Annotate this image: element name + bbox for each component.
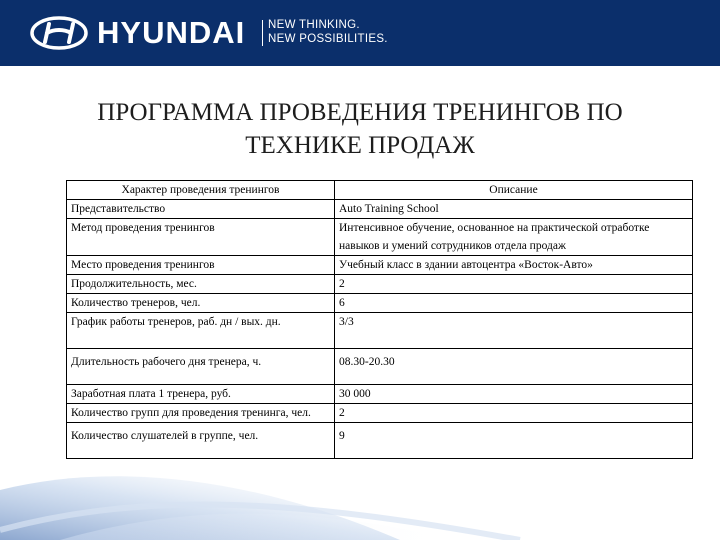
title-line-2: ТЕХНИКЕ ПРОДАЖ <box>245 132 475 159</box>
header-cell-description: Описание <box>335 181 693 200</box>
hyundai-logo-icon <box>30 16 88 50</box>
brand-name: HYUNDAI <box>97 15 246 50</box>
header-banner <box>0 0 720 66</box>
row-value: Учебный класс в здании автоцентра «Восток-Авто» <box>335 256 693 275</box>
row-label: Количество слушателей в группе, чел. <box>67 423 335 459</box>
table-header-row <box>67 181 693 200</box>
row-label: Представительство <box>67 200 335 219</box>
row-label: Метод проведения тренингов <box>67 219 335 256</box>
row-value: 6 <box>335 294 693 313</box>
table-row <box>67 385 693 404</box>
table-row <box>67 423 693 459</box>
row-label: Количество тренеров, чел. <box>67 294 335 313</box>
tagline-divider <box>262 20 263 46</box>
row-value: Интенсивное обучение, основанное на практической отработке навыков и умений сотрудников отдела продаж <box>335 219 693 256</box>
table-row <box>67 294 693 313</box>
row-value: 3/3 <box>335 313 693 349</box>
row-value: 2 <box>335 275 693 294</box>
row-label: Заработная плата 1 тренера, руб. <box>67 385 335 404</box>
tagline-line-1: NEW THINKING. <box>268 19 360 31</box>
row-value: 2 <box>335 404 693 423</box>
tagline-line-2: NEW POSSIBILITIES. <box>268 33 388 45</box>
row-value: 30 000 <box>335 385 693 404</box>
program-table <box>66 180 693 459</box>
row-label: Продолжительность, мес. <box>67 275 335 294</box>
table-row <box>67 275 693 294</box>
row-label: Место проведения тренингов <box>67 256 335 275</box>
row-label: Длительность рабочего дня тренера, ч. <box>67 349 335 385</box>
row-value: 9 <box>335 423 693 459</box>
page-title <box>20 96 700 162</box>
table-row <box>67 256 693 275</box>
title-line-1: ПРОГРАММА ПРОВЕДЕНИЯ ТРЕНИНГОВ ПО <box>97 99 623 126</box>
table-row <box>67 313 693 349</box>
table-row <box>67 200 693 219</box>
row-label: График работы тренеров, раб. дн / вых. дн. <box>67 313 335 349</box>
header-cell-characteristic: Характер проведения тренингов <box>67 181 335 200</box>
row-value: 08.30-20.30 <box>335 349 693 385</box>
table-row <box>67 219 693 256</box>
row-value: Auto Training School <box>335 200 693 219</box>
row-label: Количество групп для проведения тренинга, чел. <box>67 404 335 423</box>
training-program-table <box>66 180 692 459</box>
table-row <box>67 404 693 423</box>
table-row <box>67 349 693 385</box>
tagline <box>268 18 388 46</box>
